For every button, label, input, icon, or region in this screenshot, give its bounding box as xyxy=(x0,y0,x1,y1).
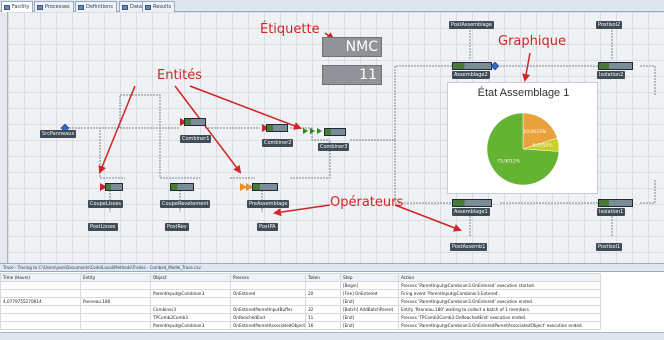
data-icon xyxy=(122,5,128,10)
node-postrev[interactable]: PostRev xyxy=(167,224,187,230)
tab-data[interactable]: Data xyxy=(119,1,146,12)
tab-processes[interactable]: Processes xyxy=(34,1,74,12)
preassemblage-server[interactable] xyxy=(252,183,278,191)
processes-icon xyxy=(37,5,43,10)
combiner3-server[interactable] xyxy=(324,128,346,136)
node-combiner1[interactable]: Combiner1 xyxy=(182,136,210,142)
node-isolation1[interactable]: Isolation1 xyxy=(599,209,624,215)
tab-results[interactable]: Results xyxy=(142,1,175,12)
trace-cell xyxy=(81,306,151,314)
pie-slice-label: 6,0355% xyxy=(532,143,553,149)
trace-cell: [End] xyxy=(341,298,399,306)
trace-cell: [Batch] AddBatchParent xyxy=(341,306,399,314)
trace-cell xyxy=(1,322,81,330)
trace-column-header[interactable]: Token xyxy=(306,274,341,282)
status-bar xyxy=(0,332,664,340)
node-postpa[interactable]: PostPA xyxy=(259,224,276,230)
trace-cell: Process 'TPComb3Comb3.OnReachedEnd' execution ended. xyxy=(399,314,601,322)
trace-cell: 4,0779755270614 xyxy=(1,298,81,306)
trace-cell: 11 xyxy=(306,314,341,322)
results-icon xyxy=(145,5,151,10)
node-preassemblage[interactable]: PreAssemblage xyxy=(249,201,288,207)
chart-title: État Assemblage 1 xyxy=(477,87,570,99)
trace-cell: OnEnteredParentAssociatedObject xyxy=(231,322,306,330)
node-coupelisses[interactable]: CoupeLisses xyxy=(90,201,122,207)
trace-cell xyxy=(306,282,341,290)
entity-queue-1[interactable] xyxy=(303,128,308,134)
trace-cell: ParentInput@Combiner3 xyxy=(151,290,231,298)
combiner2-server[interactable] xyxy=(266,124,288,132)
pie-chart xyxy=(448,83,599,195)
node-isolation2[interactable]: Isolation2 xyxy=(599,72,624,78)
pie-slice-label: 73,9012% xyxy=(497,159,520,165)
trace-column-header[interactable]: Time (Hours) xyxy=(1,274,81,282)
trace-cell: OnEntered xyxy=(231,290,306,298)
assemblage2-server[interactable] xyxy=(452,62,492,70)
trace-cell xyxy=(1,282,81,290)
node-assemblage2[interactable]: Assemblage2 xyxy=(454,72,488,78)
node-couperevetement[interactable]: CoupeRevetement xyxy=(162,201,209,207)
trace-cell: TPComb3Comb3 xyxy=(151,314,231,322)
trace-cell xyxy=(306,298,341,306)
trace-cell: Panneau.180 xyxy=(81,298,151,306)
trace-cell: Process 'ParentInput@Combiner3.OnEnteredParentAssociatedObject' execution ended. xyxy=(399,322,601,330)
trace-column-header[interactable]: Action xyxy=(399,274,601,282)
trace-column-header[interactable]: Process xyxy=(231,274,306,282)
trace-row[interactable] xyxy=(1,282,601,290)
trace-cell: OnReachedEnd xyxy=(231,314,306,322)
label-nmc[interactable]: NMC xyxy=(322,37,382,57)
annotation-graphique: Graphique xyxy=(498,34,566,49)
trace-cell xyxy=(151,298,231,306)
ruler-label xyxy=(0,129,1,151)
trace-cell xyxy=(1,306,81,314)
trace-header: Trace - Tracing to C:\Users\jean\Documents\Code\Laval\Methods\Trades - Combed_Model_Trace.csv xyxy=(0,264,664,272)
tab-definitions[interactable]: Definitions xyxy=(75,1,117,12)
annotation-etiquette: Étiquette xyxy=(260,22,320,37)
chart-panel[interactable] xyxy=(447,82,598,194)
pie-slice-label: 20,0633% xyxy=(523,130,547,136)
assemblage1-server[interactable] xyxy=(452,199,492,207)
entity-queue-3[interactable] xyxy=(317,128,322,134)
tab-facility[interactable]: Facility xyxy=(1,1,33,12)
trace-cell: Process 'ParentInput@Combiner3.OnEntered' execution ended. xyxy=(399,298,601,306)
trace-cell: 20 xyxy=(306,290,341,298)
trace-row[interactable] xyxy=(1,322,601,330)
node-postisol1[interactable]: PostIsol1 xyxy=(598,244,621,250)
trace-cell xyxy=(1,314,81,322)
label-count[interactable]: 11 xyxy=(322,65,382,85)
trace-cell: Entity 'Panneau.180' waiting to collect a batch of 1 members. xyxy=(399,306,601,314)
trace-cell: ParentInput@Combiner3 xyxy=(151,322,231,330)
trace-cell xyxy=(81,314,151,322)
node-post-assemblage[interactable]: PostAssemblage xyxy=(451,22,492,28)
trace-cell: 32 xyxy=(306,306,341,314)
node-assemblage1[interactable]: Assemblage1 xyxy=(454,209,488,215)
trace-panel[interactable] xyxy=(0,263,664,340)
trace-cell: [End] xyxy=(341,314,399,322)
trace-cell xyxy=(231,282,306,290)
trace-table[interactable] xyxy=(0,273,601,330)
trace-cell xyxy=(151,282,231,290)
trace-cell xyxy=(231,298,306,306)
trace-column-header[interactable]: Object xyxy=(151,274,231,282)
tab-bar xyxy=(0,0,664,12)
trace-cell: [Fire] OnEntered xyxy=(341,290,399,298)
trace-cell xyxy=(81,322,151,330)
trace-cell xyxy=(81,290,151,298)
annotation-entites: Entités xyxy=(157,68,203,83)
trace-cell: Process 'ParentInput@Combiner3.OnEntered' execution started. xyxy=(399,282,601,290)
trace-cell xyxy=(1,290,81,298)
node-combiner3[interactable]: Combiner3 xyxy=(320,144,348,150)
vertical-ruler xyxy=(0,12,7,263)
trace-row[interactable] xyxy=(1,306,601,314)
node-postlisses[interactable]: PostLisses xyxy=(90,224,116,230)
combiner1-server[interactable] xyxy=(184,118,206,126)
trace-column-header[interactable]: Step xyxy=(341,274,399,282)
node-postassemb1[interactable]: PostAssemb1 xyxy=(452,244,486,250)
node-post-isol2[interactable]: PostIsol2 xyxy=(598,22,621,28)
facility-icon xyxy=(4,5,10,10)
annotation-operateurs: Opérateurs xyxy=(330,195,404,210)
trace-cell: OnEnteredParentInputBuffer xyxy=(231,306,306,314)
trace-header-row xyxy=(1,274,601,282)
trace-cell: [Begin] xyxy=(341,282,399,290)
node-srcpanneaux[interactable]: SrcPanneaux xyxy=(42,131,75,137)
trace-cell: Combiner3 xyxy=(151,306,231,314)
trace-row[interactable] xyxy=(1,290,601,298)
isolation2-server[interactable] xyxy=(598,62,633,70)
node-combiner2[interactable]: Combiner2 xyxy=(264,140,292,146)
coupelisses-server[interactable] xyxy=(105,183,123,191)
trace-column-header[interactable]: Entity xyxy=(81,274,151,282)
definitions-icon xyxy=(78,5,84,10)
entity-queue-2[interactable] xyxy=(310,128,315,134)
trace-cell xyxy=(81,282,151,290)
trace-cell: 16 xyxy=(306,322,341,330)
isolation1-server[interactable] xyxy=(598,199,633,207)
couperev-server[interactable] xyxy=(170,183,194,191)
trace-cell: [End] xyxy=(341,322,399,330)
trace-cell: Firing event 'ParentInput@Combiner3.Entered'. xyxy=(399,290,601,298)
trace-row[interactable] xyxy=(1,314,601,322)
trace-row[interactable] xyxy=(1,298,601,306)
